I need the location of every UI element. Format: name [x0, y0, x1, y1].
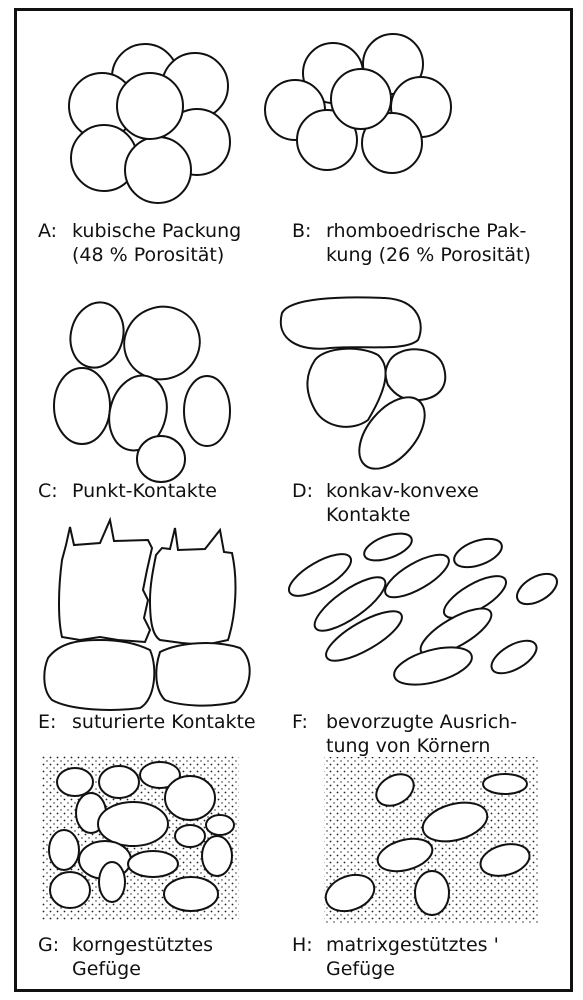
- caption-line1: Punkt-Kontakte: [72, 480, 217, 502]
- caption-c: [38, 479, 217, 503]
- caption-line1: kubische Packung: [72, 220, 242, 242]
- caption-line2: tung von Körnern: [326, 735, 491, 757]
- caption-line2: Kontakte: [326, 504, 411, 526]
- diagram-d-concave-convex-contacts: [281, 297, 445, 480]
- caption-line1: korngestütztes: [72, 934, 214, 956]
- caption-letter: C:: [38, 480, 58, 502]
- caption-line2: kung (26 % Porosität): [326, 244, 531, 266]
- diagram-h-matrix-supported-fabric: [321, 757, 539, 923]
- caption-f: [292, 710, 517, 758]
- caption-b: [292, 219, 531, 267]
- diagram-f-preferred-orientation: [283, 528, 562, 692]
- caption-line2: (48 % Porosität): [72, 244, 225, 266]
- caption-h: [292, 933, 499, 981]
- diagram-b-rhombohedral-packing: [265, 34, 451, 173]
- diagram-a-cubic-packing: [69, 44, 230, 203]
- caption-line1: matrixgestütztes ': [326, 934, 499, 956]
- caption-line1: suturierte Kontakte: [72, 711, 256, 733]
- caption-letter: H:: [292, 934, 313, 956]
- caption-d: [292, 479, 479, 527]
- caption-a: [38, 219, 241, 267]
- caption-e: [38, 710, 256, 734]
- caption-letter: E:: [38, 711, 57, 733]
- caption-letter: G:: [38, 934, 60, 956]
- caption-letter: A:: [38, 220, 58, 242]
- diagram-e-sutured-contacts: [44, 520, 249, 710]
- caption-line2: Gefüge: [72, 958, 141, 980]
- diagram-c-point-contacts: [54, 296, 230, 482]
- caption-letter: F:: [292, 711, 308, 733]
- caption-line1: rhomboedrische Pak-: [326, 220, 527, 242]
- caption-line2: Gefüge: [326, 958, 395, 980]
- caption-g: [38, 933, 213, 981]
- caption-line1: konkav-konvexe: [326, 480, 479, 502]
- caption-letter: D:: [292, 480, 314, 502]
- diagram-g-grain-supported-fabric: [42, 755, 239, 921]
- caption-letter: B:: [292, 220, 312, 242]
- caption-line1: bevorzugte Ausrich-: [326, 711, 518, 733]
